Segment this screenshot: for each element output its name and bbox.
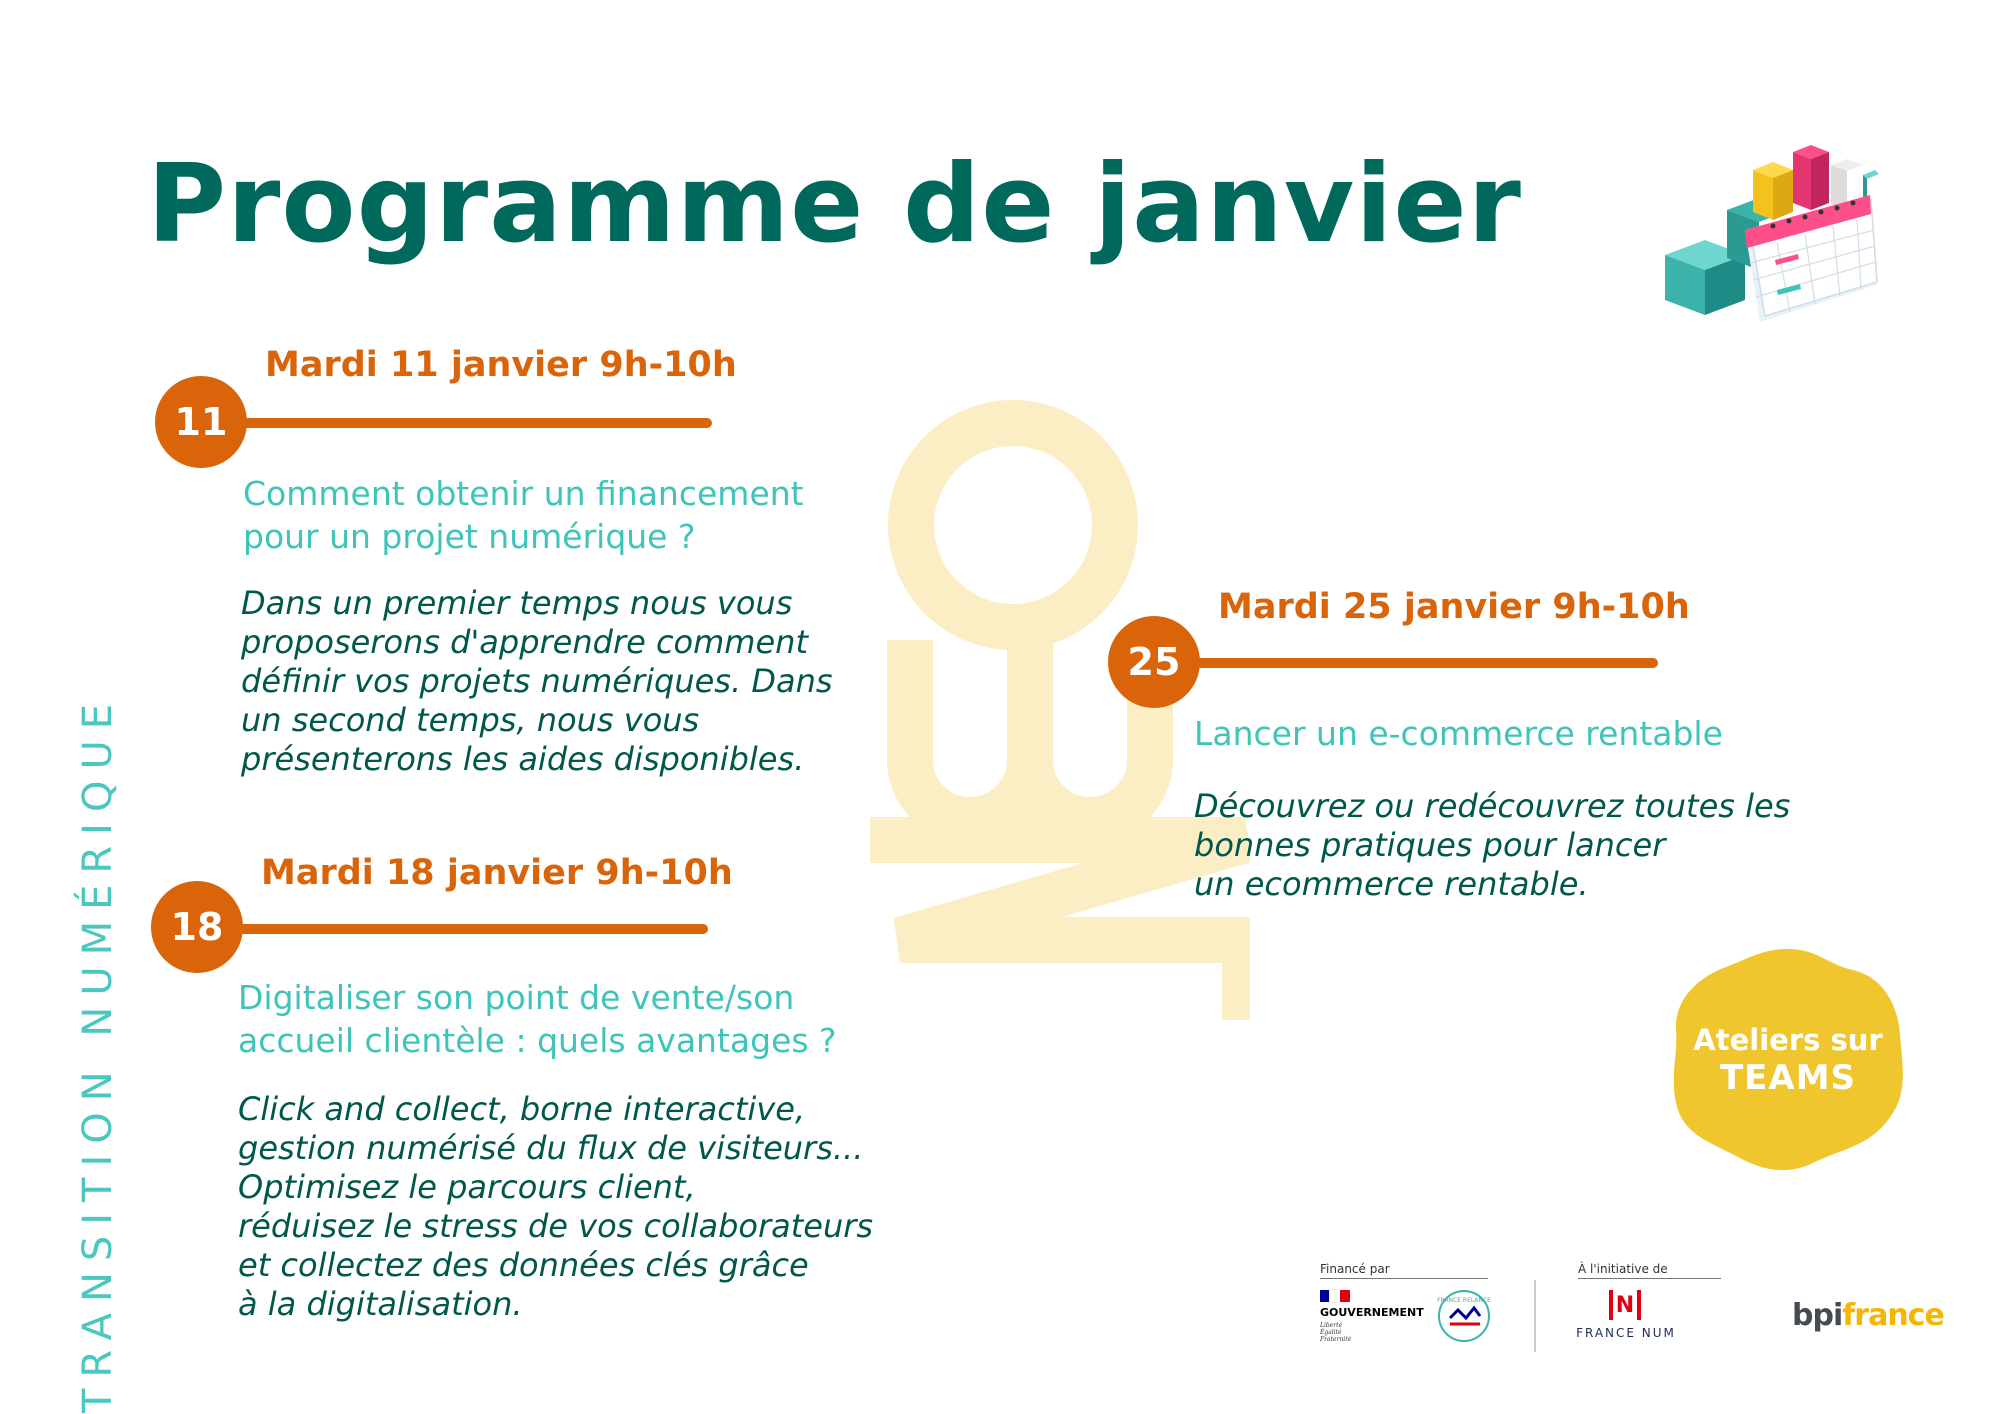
gov-motto: Liberté Égalité Fraternité [1320, 1322, 1352, 1343]
badge-line2: TEAMS [1719, 1058, 1857, 1098]
page-title: Programme de janvier [147, 142, 1522, 267]
calendar-chart-icon [1665, 140, 1880, 325]
event-timeline-line [240, 418, 712, 428]
event-description: Click and collect, borne interactive, gestion numérisé du flux de visiteurs... Optimisez le parcours client, réduisez le stress de vos collaborateurs et collectez des données clés grâce à la digitalisation. [238, 1090, 874, 1323]
event-title: Comment obtenir un financement pour un projet numérique ? [243, 474, 804, 556]
initiative-rule [1578, 1278, 1721, 1279]
event-date: Mardi 25 janvier 9h-10h [1218, 587, 1690, 627]
footer-separator [1534, 1280, 1536, 1352]
event-day-badge: 25 [1108, 616, 1200, 708]
initiative-caption: À l'initiative de [1578, 1262, 1668, 1276]
france-relance-logo-icon [1436, 1288, 1492, 1344]
event-description: Découvrez ou redécouvrez toutes les bonnes pratiques pour lancer un ecommerce rentable. [1194, 787, 1791, 903]
event-description: Dans un premier temps nous vous proposerons d'apprendre comment définir vos projets numériques. Dans un second temps, nous vous présenterons les aides disponibles. [241, 584, 833, 778]
event-title: Lancer un e-commerce rentable [1194, 714, 1723, 753]
funded-by-rule [1320, 1278, 1488, 1279]
french-flag-icon [1320, 1290, 1350, 1302]
bpifrance-logo: bpifrance [1792, 1298, 1944, 1333]
france-num-logo [1575, 1290, 1677, 1346]
france-num-name: FRANCE NUM [1576, 1326, 1676, 1340]
event-day-badge: 11 [155, 376, 247, 468]
badge-line1: Ateliers sur [1693, 1023, 1883, 1057]
gouvernement-logo: GOUVERNEMENT Liberté Égalité Fraternité [1320, 1290, 1430, 1342]
side-label: TRANSITION NUMÉRIQUE [75, 692, 121, 1414]
event-timeline-line [1190, 658, 1658, 668]
okb-watermark-icon [770, 400, 1250, 1040]
event-timeline-line [238, 924, 708, 934]
event-day-badge: 18 [151, 881, 243, 973]
france-num-mark: N [1609, 1290, 1641, 1320]
event-title: Digitaliser son point de vente/son accueil clientèle : quels avantages ? [238, 978, 837, 1060]
svg-text:FRANCE RELANCE: FRANCE RELANCE [1437, 1297, 1491, 1304]
teams-badge [1668, 945, 1908, 1175]
event-date: Mardi 18 janvier 9h-10h [261, 853, 733, 893]
event-date: Mardi 11 janvier 9h-10h [265, 345, 737, 385]
funded-by-caption: Financé par [1320, 1262, 1390, 1276]
